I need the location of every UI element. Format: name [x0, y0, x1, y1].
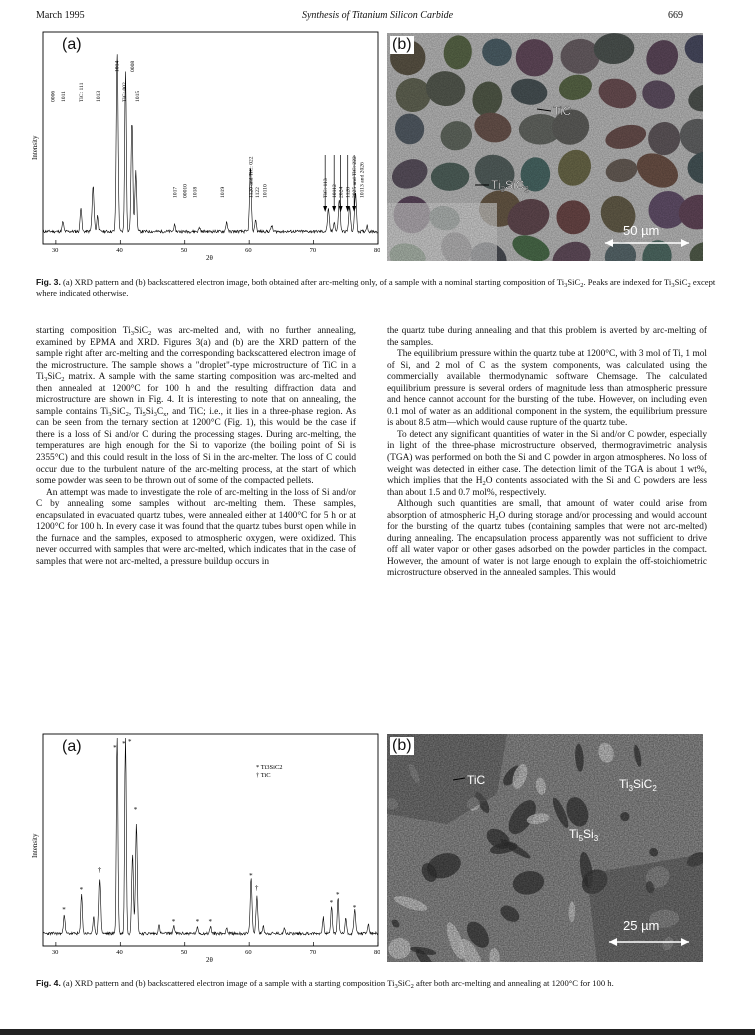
fig3a-label: (a) [62, 36, 82, 53]
x-tick-label: 70 [309, 247, 317, 254]
x-tick-label: 50 [180, 247, 188, 254]
x-tick-label: 60 [245, 247, 252, 254]
peak-marker: * [208, 918, 212, 926]
fig3-ti3sic2-label: $Ti_3SiC_2$ [491, 178, 529, 194]
peak-label: TiC: 111 [79, 82, 86, 102]
fig4-caption-text: (a) XRD pattern and (b) backscattered electron image of a sample with a starting composition $Ti_3SiC_2$ after both arc-melting and annealing at 1200°C for 100 h. [63, 978, 614, 990]
fig4-scale-label: 25 µm [623, 918, 660, 933]
x-tick-label: 60 [245, 949, 252, 956]
x-tick-label: 40 [116, 247, 123, 254]
fig3-tic-label: TiC [553, 104, 572, 118]
fig3-caption-num: Fig. 3. [36, 277, 61, 287]
fig3-caption-text: (a) XRD pattern and (b) backscattered electron image, both obtained after arc-melting only, of a sample with a nominal starting composition of $Ti_3SiC_2$. Peaks are indexed for $Ti_3SiC_2$ except where indicated otherwise. [36, 277, 716, 298]
peak-label: 1120 and TiC: 022 [248, 156, 255, 198]
peak-marker: * [171, 918, 176, 926]
body-left-column [36, 326, 356, 568]
running-title: Synthesis of Titanium Silicon Carbide [301, 10, 454, 21]
peak-label: 0008 [129, 60, 136, 72]
peak-marker: * [352, 904, 357, 912]
body-right-column [387, 326, 707, 580]
peak-marker: * [79, 886, 84, 894]
fig4b-label: (b) [392, 737, 412, 754]
peak-label: TiC: 113 [323, 178, 330, 198]
peak-marker: * [249, 872, 253, 880]
fig4-legend-ti3sic2: * Ti3SiC2 [256, 764, 283, 771]
fig4-sem-image [387, 734, 703, 962]
peak-label: 1013 [95, 90, 102, 102]
fig3-xrd-plot [28, 30, 380, 262]
fig3-xlabel: 2θ [206, 254, 213, 262]
peak-marker: * [122, 740, 126, 748]
x-tick-label: 70 [309, 949, 317, 956]
page-bottom-border [0, 1029, 755, 1035]
peak-marker: * [113, 744, 117, 752]
body-paragraph: To detect any significant quantities of water in the Si and/or C powder, especially in light of the three-phase microstructure observed, thermogravimetric analysis (TGA) was performed on both the Si and C powder in argon atmospheres. No loss of weight was detected in either case. The detection limit of the TGA is about 1 wt%, which implies that the $H_2O$ contents associated with the Si and C powders are less than about 1.5 and 0.7 mol%, respectively. [387, 429, 707, 498]
x-tick-label: 80 [374, 247, 380, 254]
peak-label: 00010 [182, 184, 189, 198]
peak-label: 1011 [60, 91, 67, 102]
peak-label: 10112 [332, 184, 339, 198]
fig4-legend-tic: † TiC [256, 772, 271, 779]
x-tick-label: 50 [180, 949, 188, 956]
fig4-ylabel: Intensity [31, 833, 39, 858]
x-tick-label: 80 [374, 949, 380, 956]
peak-label: 10110 [262, 184, 269, 198]
fig3-caption [36, 277, 716, 298]
fig3-ylabel: Intensity [31, 135, 39, 160]
peak-label: 1017 [172, 186, 179, 198]
peak-label: TiC: 002 [122, 82, 129, 102]
fig4-tic-label: TiC [467, 773, 486, 787]
peak-label: 0006 [50, 90, 57, 102]
fig4-ti3sic2-label: $Ti_3SiC_2$ [619, 777, 657, 793]
peak-label: 1122 [254, 187, 261, 198]
peak-marker: * [336, 891, 340, 899]
peak-label: 1014 [114, 60, 121, 72]
x-tick-label: 30 [51, 247, 59, 254]
x-tick-label: 40 [116, 949, 123, 956]
fig4-caption-num: Fig. 4. [36, 978, 61, 988]
header-date: March 1995 [36, 10, 85, 21]
peak-marker: † [97, 866, 102, 874]
fig4a-label: (a) [62, 738, 82, 755]
peak-marker: * [127, 738, 132, 746]
peak-label: 1015 [135, 90, 142, 102]
peak-label: 1128 [345, 187, 352, 198]
page-number: 669 [668, 10, 683, 21]
body-paragraph: The equilibrium pressure within the quartz tube at 1200°C, with 3 mol of Ti, 1 mol of Si, and 2 mol of C as the system components, was calculated using the commercially available thermodynamic software Chemsage. The calculated equilibrium pressure is several orders of magnitude less than atmospheric pressure and hence cannot account for the bursting of the tube. However, on including even 0.1 mol of water as an additional component in the system, the equilibrium pressure is about 8.5 atm—which would cause rupture of the quartz tube. [387, 349, 707, 429]
peak-marker: * [195, 918, 200, 926]
peak-label: 2025 and TiC: 222 [352, 156, 359, 198]
fig3-sem-image [387, 33, 703, 261]
fig4-xrd-plot [28, 732, 380, 964]
peak-marker: * [329, 899, 334, 907]
fig4-ti5si3-label: $Ti_5Si_3$ [569, 827, 599, 843]
peak-label: 1018 [192, 186, 199, 198]
peak-label: 10113 and 2026 [359, 162, 366, 198]
fig4-caption [36, 978, 716, 989]
peak-marker: * [62, 906, 66, 914]
body-paragraph: starting composition $Ti_3SiC_2$ was arc-melted and, with no further annealing, examined by EPMA and XRD. Figures 3(a) and (b) are the XRD pattern of the sample right after arc-melting and the corresponding backscattered electron image of the microstructure. The sample shows a "droplet"-type microstructure of TiC in a $Ti_3SiC_2$ matrix. A sample with the same starting composition was arc-melted and then annealed at 1200°C for 100 h and the resulting diffraction data and microstructure are shown in Fig. 4. It is interesting to note that on annealing, the sample contains $Ti_3SiC_2$, $Ti_5Si_3C_x$, and TiC; i.e., it lies in a three-phase region. As can be seen from the ternary section at 1200°C (Fig. 1), this would be the case if there is a loss of Si and/or C during the processing stages. During arc-melting, the temperatures are high enough for the Si to vaporize (the boiling point of Si is 2355°C) and this could result in the loss of Si in the arc-melter. The loss of C could occur due to the turbulent nature of the arc-melting process, at the start of which some powder was seen to be thrown out of some of the compacted pellets. [36, 326, 357, 487]
peak-label: 1019 [220, 186, 227, 198]
peak-marker: * [133, 806, 138, 814]
body-paragraph: the quartz tube during annealing and that this problem is averted by arc-melting of the samples. [387, 326, 707, 348]
fig3-scale-label: 50 µm [623, 223, 660, 238]
fig4-xlabel: 2θ [206, 956, 213, 964]
body-paragraph: Although such quantities are small, that amount of water could arise from absorption of atmospheric $H_2O$ during storage and/or processing and would account for the bursting of the quartz tubes (containing samples that were not arc-melted) during annealing. The encapsulation process apparently was not sufficient to drive off all water vapor or other gases adsorbed on the powder particles in the compact. However, the amount of water is not large enough to explain the off-stoichiometric microstructure observed in the annealed samples. This would [387, 499, 707, 579]
fig3b-label: (b) [392, 36, 412, 53]
x-tick-label: 30 [51, 949, 59, 956]
peak-label: 2024 [338, 186, 345, 198]
peak-marker: † [254, 884, 259, 892]
body-paragraph: An attempt was made to investigate the role of arc-melting in the loss of Si and/or C by annealing some samples without arc-melting them. These samples, encapsulated in evacuated quartz tubes, were annealed either at 1400°C for 5 h or at 1200°C for 100 h. In every case it was found that the quartz tubes burst open while in the furnace and the samples, exposed to atmospheric oxygen, were oxidized. This never occurred with samples that were arc-melted, which indicates that in the case of samples that were not arc-melted, a pressure buildup occurs in [36, 487, 356, 567]
